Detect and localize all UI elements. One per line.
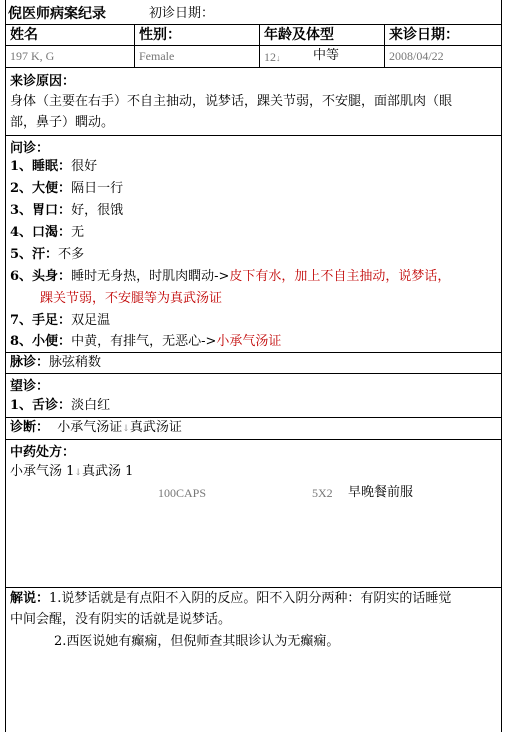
reason-line-2: 部，鼻子）瞤动。	[10, 115, 115, 130]
inquiry-item: 1、睡眠：很好	[10, 159, 98, 174]
inquiry-title: 问诊：	[10, 141, 50, 156]
inquiry-item: 8、小便：中黄，有排气，无恶心->小承气汤证	[10, 334, 282, 349]
prescription-title: 中药处方：	[10, 445, 76, 460]
table-divider	[134, 25, 135, 67]
title-row	[6, 3, 501, 25]
explanation-line-3: 2.西医说她有癫痫，但倪师查其眼诊认为无癫痫。	[54, 634, 340, 649]
divider	[6, 135, 501, 136]
first-visit-label: 初诊日期：	[149, 6, 215, 21]
inquiry-item: 7、手足：双足温	[10, 313, 111, 328]
diagnosis-row: 诊断： 小承气汤证↓真武汤证	[10, 420, 182, 435]
divider	[6, 439, 501, 440]
patient-name: 197 K, G	[10, 49, 55, 63]
inspection-item: 1、舌诊：淡白红	[10, 398, 111, 413]
case-record-sheet	[5, 0, 502, 732]
table-divider	[259, 25, 260, 67]
patient-gender: Female	[139, 49, 175, 63]
return-mark-icon: ↓	[276, 53, 281, 63]
record-title: 倪医师病案纪录	[8, 6, 106, 22]
header-visit-date: 来诊日期：	[389, 27, 459, 43]
inquiry-item: 2、大便：隔日一行	[10, 181, 124, 196]
explanation-line-1: 解说：1.说梦话就是有点阳不入阴的反应。阳不入阴分两种：有阴实的话睡觉	[10, 591, 452, 606]
reason-line-1: 身体（主要在右手）不自主抽动，说梦话，踝关节弱，不安腿，面部肌肉（眼	[10, 94, 453, 109]
prescription-dose: 100CAPS	[158, 486, 207, 500]
patient-build: 中等	[313, 48, 340, 63]
return-mark-icon: ↓	[122, 424, 130, 434]
prescription-formulas: 小承气汤 1↓真武汤 1	[10, 464, 134, 479]
header-age-build: 年龄及体型	[264, 27, 334, 43]
header-name: 姓名	[10, 27, 38, 43]
divider	[6, 67, 501, 68]
header-gender: 性别：	[139, 27, 181, 43]
age-value: 12	[264, 50, 276, 64]
explanation-line-2: 中间会醒，没有阴实的话就是说梦话。	[10, 612, 232, 627]
inquiry-item: 3、胃口：好，很饿	[10, 203, 124, 218]
inspection-title: 望诊：	[10, 379, 50, 394]
prescription-timing: 早晚餐前服	[348, 485, 414, 500]
inquiry-item-continuation: 踝关节弱，不安腿等为真武汤证	[40, 291, 223, 306]
inquiry-item: 4、口渴：无	[10, 225, 85, 240]
return-mark-icon: ↓	[74, 468, 82, 478]
visit-date: 2008/04/22	[389, 49, 444, 63]
table-divider	[384, 25, 385, 67]
reason-title: 来诊原因：	[10, 74, 76, 89]
patient-age	[264, 47, 281, 68]
inquiry-item: 6、头身：睡时无身热，时肌肉瞤动->皮下有水，加上不自主抽动，说梦话，	[10, 269, 451, 284]
inquiry-item: 5、汗：不多	[10, 247, 85, 262]
pulse-row: 脉诊：脉弦稍数	[10, 355, 102, 370]
prescription-frequency: 5X2	[312, 486, 333, 500]
divider	[6, 373, 501, 374]
